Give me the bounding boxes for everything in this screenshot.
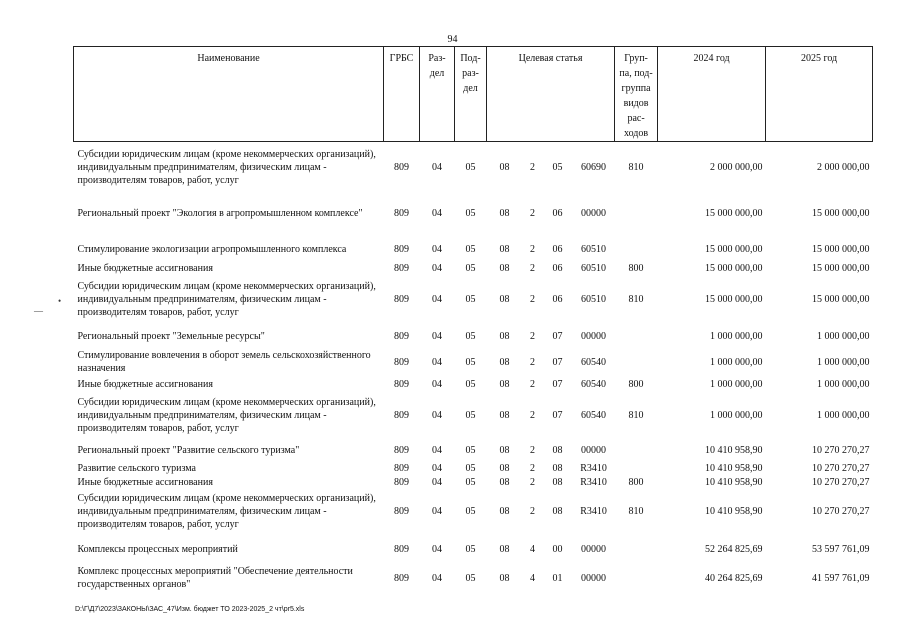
cell-grbs: 809 bbox=[394, 505, 409, 517]
cell-name: Региональный проект "Земельные ресурсы" bbox=[77, 330, 265, 342]
cell-vr bbox=[615, 197, 658, 239]
scan-mark: — bbox=[34, 306, 43, 316]
cell-t1: 08 bbox=[499, 162, 510, 173]
cell-t1: 08 bbox=[499, 462, 510, 474]
cell-t3: 06 bbox=[552, 207, 563, 219]
header-name: Наименование bbox=[74, 47, 384, 142]
cell-rz: 04 bbox=[432, 207, 442, 219]
cell-t2: 2 bbox=[530, 262, 535, 274]
cell-t1: 08 bbox=[499, 262, 510, 274]
cell-y2024: 1 000 000,00 bbox=[710, 409, 763, 421]
header-2024: 2024 год bbox=[658, 47, 766, 142]
cell-rz: 04 bbox=[432, 356, 442, 368]
cell-vr: 810 bbox=[628, 409, 644, 421]
cell-name: Субсидии юридическим лицам (кроме некоммерческих организаций), индивидуальным предпринимателям, физическим лицам - производителям товаров, работ, услуг bbox=[77, 396, 376, 434]
cell-vr bbox=[615, 327, 658, 349]
cell-name: Стимулирование экологизации агропромышленного комплекса bbox=[77, 243, 347, 255]
table-row bbox=[74, 375, 873, 393]
cell-t1: 08 bbox=[499, 378, 510, 390]
cell-t1: 08 bbox=[499, 572, 510, 584]
header-2025: 2025 год bbox=[766, 47, 873, 142]
cell-t3: 06 bbox=[552, 293, 563, 305]
cell-vr: 810 bbox=[628, 293, 644, 305]
table-row bbox=[74, 393, 873, 443]
cell-t4: 60510 bbox=[581, 262, 607, 274]
cell-name: Региональный проект "Экология в агропромышленном комплексе" bbox=[77, 207, 363, 219]
cell-t3: 08 bbox=[552, 476, 563, 488]
cell-y2025: 10 270 270,27 bbox=[812, 444, 870, 456]
cell-t4: 00000 bbox=[581, 543, 607, 555]
table-row bbox=[74, 142, 873, 198]
cell-t3: 07 bbox=[552, 378, 563, 390]
cell-t2: 2 bbox=[530, 162, 535, 173]
cell-name: Иные бюджетные ассигнования bbox=[77, 378, 213, 390]
cell-grbs: 809 bbox=[394, 207, 409, 219]
cell-vr: 810 bbox=[628, 162, 644, 173]
cell-t2: 2 bbox=[530, 462, 535, 474]
cell-t2: 2 bbox=[530, 330, 535, 342]
table-body bbox=[74, 142, 873, 592]
cell-vr bbox=[615, 239, 658, 259]
cell-name: Региональный проект "Развитие сельского туризма" bbox=[77, 444, 300, 456]
table-row bbox=[74, 565, 873, 591]
cell-grbs: 809 bbox=[394, 543, 409, 555]
cell-y2024: 1 000 000,00 bbox=[710, 378, 763, 390]
cell-t2: 2 bbox=[530, 243, 535, 255]
cell-rz: 04 bbox=[432, 409, 442, 421]
cell-y2025: 15 000 000,00 bbox=[812, 293, 870, 305]
cell-t3: 07 bbox=[552, 409, 563, 421]
cell-t4: 60510 bbox=[581, 293, 607, 305]
cell-pr: 05 bbox=[465, 330, 476, 342]
cell-t4: 00000 bbox=[581, 330, 607, 342]
cell-t1: 08 bbox=[499, 476, 510, 488]
cell-grbs: 809 bbox=[394, 243, 409, 255]
cell-t3: 08 bbox=[552, 505, 563, 517]
cell-pr: 05 bbox=[465, 476, 476, 488]
table-header-row bbox=[74, 47, 873, 142]
table-row bbox=[74, 475, 873, 489]
cell-t2: 2 bbox=[530, 476, 535, 488]
cell-y2025: 15 000 000,00 bbox=[812, 243, 870, 255]
cell-name: Развитие сельского туризма bbox=[77, 462, 196, 474]
cell-name: Стимулирование вовлечения в оборот земель сельскохозяйственного назначения bbox=[77, 350, 371, 374]
cell-pr: 05 bbox=[465, 444, 476, 456]
footer-file-path: D:\Г\Д7\2023\ЗАКОНЫ\ЗАС_47\Изм. бюджет ТО 2023-2025_2 чт\pr5.xls bbox=[75, 606, 305, 613]
cell-pr: 05 bbox=[465, 378, 476, 390]
cell-vr: 810 bbox=[628, 505, 644, 517]
cell-y2024: 15 000 000,00 bbox=[705, 262, 763, 274]
cell-rz: 04 bbox=[432, 444, 442, 456]
cell-pr: 05 bbox=[465, 356, 476, 368]
cell-name: Комплекс процессных мероприятий "Обеспечение деятельности государственных органов" bbox=[77, 566, 353, 590]
cell-y2025: 41 597 761,09 bbox=[812, 572, 870, 584]
table-row bbox=[74, 259, 873, 277]
cell-rz: 04 bbox=[432, 476, 442, 488]
cell-t2: 2 bbox=[530, 505, 535, 517]
table-row bbox=[74, 239, 873, 259]
cell-y2024: 15 000 000,00 bbox=[705, 293, 763, 305]
cell-pr: 05 bbox=[465, 462, 476, 474]
cell-name: Субсидии юридическим лицам (кроме некоммерческих организаций), индивидуальным предпринимателям, физическим лицам - производителям товаров, работ, услуг bbox=[77, 280, 376, 318]
cell-y2024: 15 000 000,00 bbox=[705, 207, 763, 219]
cell-t2: 2 bbox=[530, 293, 535, 305]
cell-y2025: 15 000 000,00 bbox=[812, 207, 870, 219]
cell-t4: R3410 bbox=[580, 476, 607, 488]
cell-y2024: 10 410 958,90 bbox=[705, 462, 763, 474]
cell-rz: 04 bbox=[432, 505, 442, 517]
cell-t1: 08 bbox=[499, 293, 510, 305]
cell-t3: 06 bbox=[552, 243, 563, 255]
cell-rz: 04 bbox=[432, 262, 442, 274]
cell-pr: 05 bbox=[465, 572, 476, 584]
cell-y2025: 2 000 000,00 bbox=[817, 162, 870, 173]
cell-t4: 60540 bbox=[581, 378, 607, 390]
cell-rz: 04 bbox=[432, 543, 442, 555]
cell-y2025: 1 000 000,00 bbox=[817, 330, 870, 342]
cell-t1: 08 bbox=[499, 243, 510, 255]
cell-t3: 07 bbox=[552, 356, 563, 368]
header-podrazdel bbox=[455, 47, 487, 142]
cell-t1: 08 bbox=[499, 409, 510, 421]
header-razdel-text: Раз- дел bbox=[428, 53, 446, 79]
page-number: 94 bbox=[447, 34, 458, 45]
header-podrazdel-text: Под- раз- дел bbox=[460, 53, 481, 94]
cell-t3: 05 bbox=[552, 162, 563, 173]
cell-rz: 04 bbox=[432, 378, 442, 390]
table-row bbox=[74, 327, 873, 349]
cell-vr bbox=[615, 539, 658, 565]
cell-t3: 07 bbox=[552, 330, 563, 342]
cell-y2024: 40 264 825,69 bbox=[705, 572, 763, 584]
cell-t1: 08 bbox=[499, 444, 510, 456]
cell-pr: 05 bbox=[465, 293, 476, 305]
cell-vr: 800 bbox=[628, 476, 644, 488]
cell-t4: R3410 bbox=[580, 505, 607, 517]
cell-pr: 05 bbox=[465, 162, 476, 173]
cell-t1: 08 bbox=[499, 330, 510, 342]
cell-t3: 08 bbox=[552, 444, 563, 456]
cell-vr bbox=[615, 349, 658, 375]
cell-y2025: 15 000 000,00 bbox=[812, 262, 870, 274]
cell-y2024: 15 000 000,00 bbox=[705, 243, 763, 255]
cell-name: Комплексы процессных мероприятий bbox=[77, 543, 238, 555]
table-row bbox=[74, 461, 873, 475]
budget-table bbox=[73, 46, 873, 591]
cell-t2: 2 bbox=[530, 409, 535, 421]
cell-y2024: 1 000 000,00 bbox=[710, 330, 763, 342]
cell-grbs: 809 bbox=[394, 462, 409, 474]
cell-rz: 04 bbox=[432, 243, 442, 255]
cell-y2024: 10 410 958,90 bbox=[705, 505, 763, 517]
cell-vr: 800 bbox=[628, 378, 644, 390]
cell-t1: 08 bbox=[499, 207, 510, 219]
cell-name: Иные бюджетные ассигнования bbox=[77, 476, 213, 488]
cell-t4: 60540 bbox=[581, 356, 607, 368]
table-row bbox=[74, 277, 873, 327]
cell-t3: 08 bbox=[552, 462, 563, 474]
cell-t2: 2 bbox=[530, 207, 535, 219]
cell-t2: 4 bbox=[530, 543, 535, 555]
cell-y2025: 10 270 270,27 bbox=[812, 505, 870, 517]
cell-y2025: 1 000 000,00 bbox=[817, 356, 870, 368]
header-razdel bbox=[420, 47, 455, 142]
cell-t4: 60510 bbox=[581, 243, 607, 255]
cell-rz: 04 bbox=[432, 462, 442, 474]
table-row bbox=[74, 197, 873, 239]
cell-grbs: 809 bbox=[394, 572, 409, 584]
cell-y2025: 10 270 270,27 bbox=[812, 462, 870, 474]
cell-t4: 00000 bbox=[581, 572, 607, 584]
cell-grbs: 809 bbox=[394, 444, 409, 456]
cell-y2025: 1 000 000,00 bbox=[817, 378, 870, 390]
cell-name: Иные бюджетные ассигнования bbox=[77, 262, 213, 274]
cell-t2: 2 bbox=[530, 378, 535, 390]
cell-vr bbox=[615, 443, 658, 461]
cell-grbs: 809 bbox=[394, 356, 409, 368]
cell-rz: 04 bbox=[432, 162, 442, 173]
cell-t4: 60690 bbox=[581, 162, 607, 173]
cell-t3: 06 bbox=[552, 262, 563, 274]
cell-t4: 00000 bbox=[581, 444, 607, 456]
cell-t1: 08 bbox=[499, 543, 510, 555]
cell-y2024: 10 410 958,90 bbox=[705, 476, 763, 488]
cell-y2025: 10 270 270,27 bbox=[812, 476, 870, 488]
cell-rz: 04 bbox=[432, 330, 442, 342]
cell-t3: 01 bbox=[552, 572, 563, 584]
cell-y2024: 1 000 000,00 bbox=[710, 356, 763, 368]
header-group bbox=[615, 47, 658, 142]
cell-grbs: 809 bbox=[394, 476, 409, 488]
cell-pr: 05 bbox=[465, 543, 476, 555]
cell-vr bbox=[615, 565, 658, 591]
cell-grbs: 809 bbox=[394, 378, 409, 390]
cell-y2024: 52 264 825,69 bbox=[705, 543, 763, 555]
cell-t2: 4 bbox=[530, 572, 535, 584]
cell-y2025: 1 000 000,00 bbox=[817, 409, 870, 421]
table-row bbox=[74, 489, 873, 539]
table-row bbox=[74, 349, 873, 375]
header-group-text: Груп- па, под- группа видов рас- ходов bbox=[619, 53, 653, 139]
cell-rz: 04 bbox=[432, 572, 442, 584]
cell-pr: 05 bbox=[465, 243, 476, 255]
cell-vr: 800 bbox=[628, 262, 644, 274]
cell-t2: 2 bbox=[530, 444, 535, 456]
cell-grbs: 809 bbox=[394, 330, 409, 342]
cell-grbs: 809 bbox=[394, 409, 409, 421]
table-row bbox=[74, 539, 873, 565]
cell-y2025: 53 597 761,09 bbox=[812, 543, 870, 555]
scan-mark: • bbox=[58, 296, 62, 306]
header-target: Целевая статья bbox=[487, 47, 615, 142]
header-grbs: ГРБС bbox=[384, 47, 420, 142]
cell-t4: 00000 bbox=[581, 207, 607, 219]
cell-pr: 05 bbox=[465, 505, 476, 517]
cell-y2024: 10 410 958,90 bbox=[705, 444, 763, 456]
cell-grbs: 809 bbox=[394, 162, 409, 173]
cell-t2: 2 bbox=[530, 356, 535, 368]
cell-pr: 05 bbox=[465, 262, 476, 274]
cell-y2024: 2 000 000,00 bbox=[710, 162, 763, 173]
cell-vr bbox=[615, 461, 658, 475]
cell-pr: 05 bbox=[465, 207, 476, 219]
cell-t1: 08 bbox=[499, 356, 510, 368]
cell-grbs: 809 bbox=[394, 262, 409, 274]
cell-t4: R3410 bbox=[580, 462, 607, 474]
cell-grbs: 809 bbox=[394, 293, 409, 305]
cell-name: Субсидии юридическим лицам (кроме некоммерческих организаций), индивидуальным предпринимателям, физическим лицам - производителям товаров, работ, услуг bbox=[77, 149, 376, 186]
cell-t3: 00 bbox=[552, 543, 563, 555]
table-row bbox=[74, 443, 873, 461]
cell-t1: 08 bbox=[499, 505, 510, 517]
cell-rz: 04 bbox=[432, 293, 442, 305]
cell-t4: 60540 bbox=[581, 409, 607, 421]
cell-name: Субсидии юридическим лицам (кроме некоммерческих организаций), индивидуальным предпринимателям, физическим лицам - производителям товаров, работ, услуг bbox=[77, 492, 376, 530]
cell-pr: 05 bbox=[465, 409, 476, 421]
